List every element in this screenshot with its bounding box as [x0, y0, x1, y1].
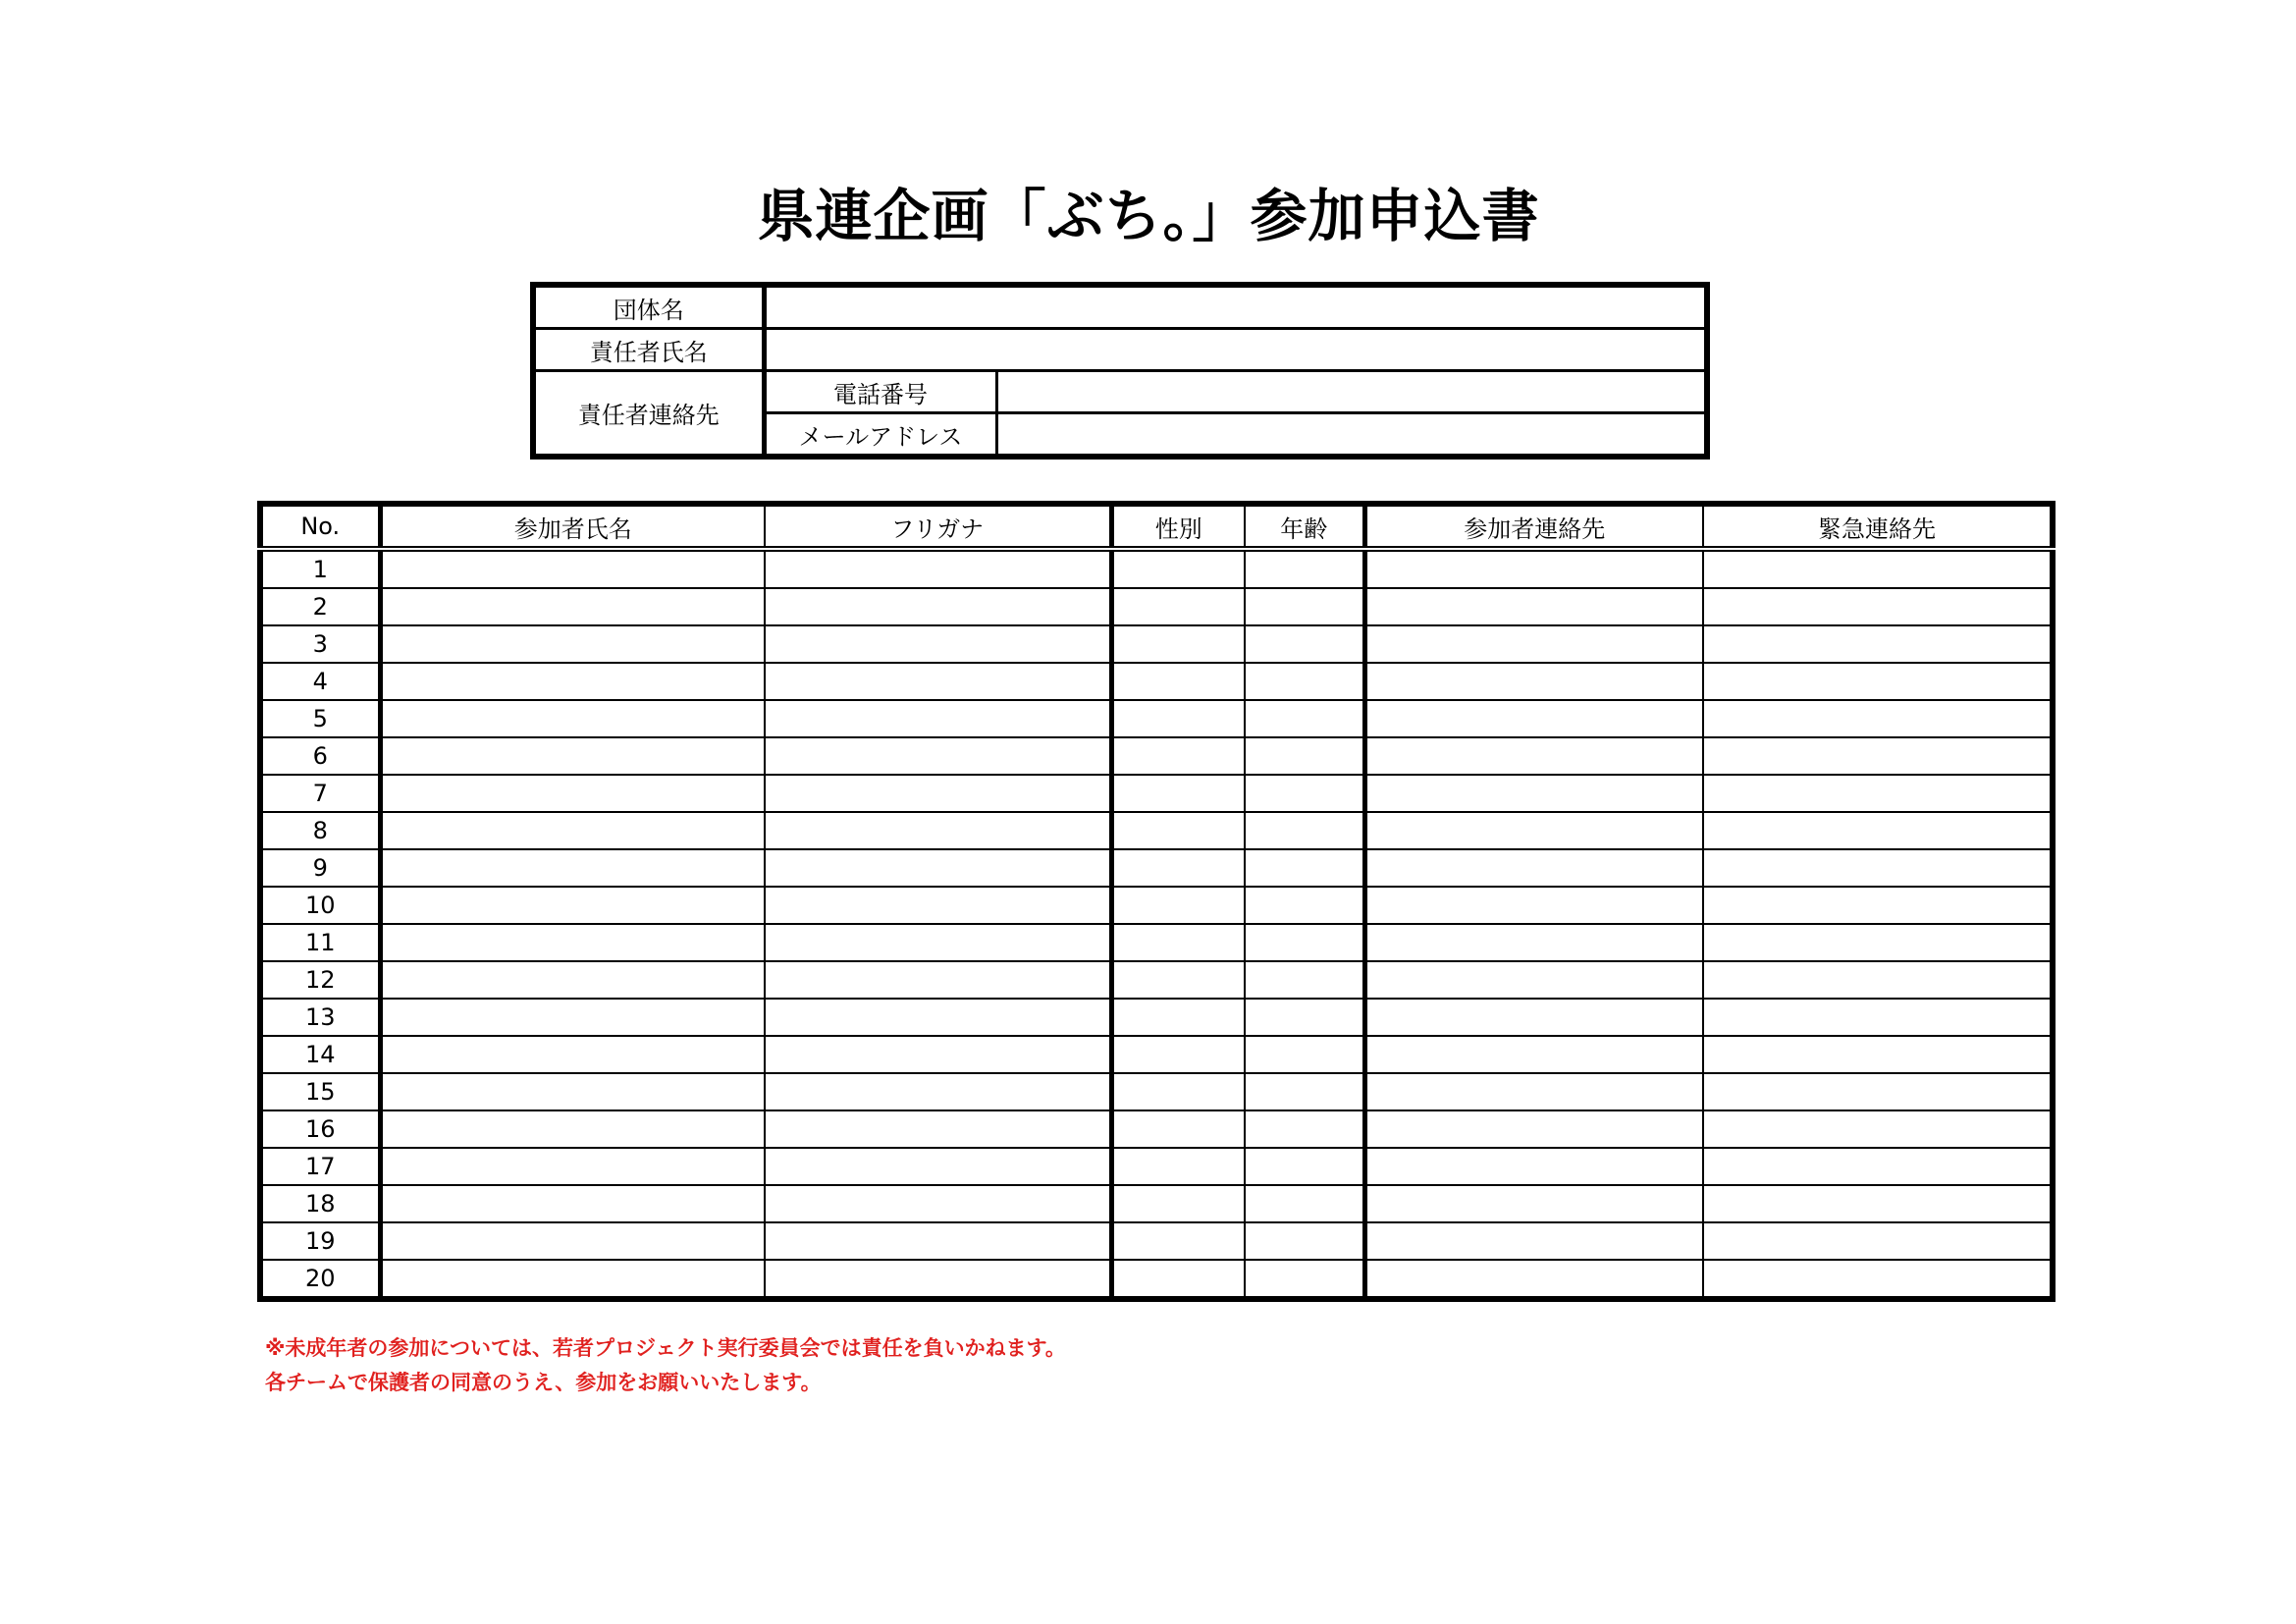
age-cell[interactable]	[1245, 849, 1364, 887]
emergency-contact-cell[interactable]	[1703, 924, 2053, 961]
leader-phone-row	[533, 371, 1707, 413]
participant-contact-cell[interactable]	[1364, 1222, 1703, 1260]
table-row	[260, 549, 2053, 588]
age-cell[interactable]	[1245, 1036, 1364, 1073]
leader-name-label: 責任者氏名	[533, 329, 764, 371]
participant-contact-cell[interactable]	[1364, 588, 1703, 625]
age-cell[interactable]	[1245, 663, 1364, 700]
table-row	[260, 1222, 2053, 1260]
participant-contact-cell[interactable]	[1364, 1185, 1703, 1222]
header-participant-name: 参加者氏名	[380, 504, 765, 549]
row-number: 8	[260, 812, 380, 849]
participant-contact-cell[interactable]	[1364, 663, 1703, 700]
participant-name-cell[interactable]	[380, 775, 765, 812]
participant-name-cell[interactable]	[380, 737, 765, 775]
table-row	[260, 775, 2053, 812]
row-number: 5	[260, 700, 380, 737]
form-title: 県連企画「ぶち。」参加申込書	[757, 183, 1540, 249]
group-name-field[interactable]	[764, 285, 1707, 329]
table-row	[260, 887, 2053, 924]
age-cell[interactable]	[1245, 700, 1364, 737]
gender-cell[interactable]	[1111, 849, 1245, 887]
age-cell[interactable]	[1245, 1148, 1364, 1185]
table-row	[260, 1110, 2053, 1148]
row-number: 1	[260, 549, 380, 588]
emergency-contact-cell[interactable]	[1703, 588, 2053, 625]
age-cell[interactable]	[1245, 1222, 1364, 1260]
leader-name-row	[533, 329, 1707, 371]
note-line-1: ※未成年者の参加については、若者プロジェクト実行委員会では責任を負いかねます。	[265, 1336, 1066, 1360]
gender-cell[interactable]	[1111, 1036, 1245, 1073]
emergency-contact-cell[interactable]	[1703, 1260, 2053, 1299]
participant-name-cell[interactable]	[380, 625, 765, 663]
table-row	[260, 1036, 2053, 1073]
gender-cell[interactable]	[1111, 1185, 1245, 1222]
row-number: 18	[260, 1185, 380, 1222]
email-field[interactable]	[996, 413, 1707, 458]
emergency-contact-cell[interactable]	[1703, 849, 2053, 887]
age-cell[interactable]	[1245, 1185, 1364, 1222]
participant-contact-cell[interactable]	[1364, 1073, 1703, 1110]
gender-cell[interactable]	[1111, 1148, 1245, 1185]
gender-cell[interactable]	[1111, 775, 1245, 812]
participant-name-cell[interactable]	[380, 588, 765, 625]
emergency-contact-cell[interactable]	[1703, 549, 2053, 588]
gender-cell[interactable]	[1111, 1260, 1245, 1299]
participant-name-cell[interactable]	[380, 1222, 765, 1260]
header-furigana: フリガナ	[765, 504, 1111, 549]
age-cell[interactable]	[1245, 961, 1364, 999]
furigana-cell[interactable]	[765, 663, 1111, 700]
emergency-contact-cell[interactable]	[1703, 1110, 2053, 1148]
participant-name-cell[interactable]	[380, 1185, 765, 1222]
row-number: 14	[260, 1036, 380, 1073]
age-cell[interactable]	[1245, 812, 1364, 849]
table-row	[260, 625, 2053, 663]
applicant-info-table	[530, 282, 1710, 460]
header-age: 年齢	[1245, 504, 1364, 549]
participant-name-cell[interactable]	[380, 812, 765, 849]
age-cell[interactable]	[1245, 1260, 1364, 1299]
emergency-contact-cell[interactable]	[1703, 1148, 2053, 1185]
furigana-cell[interactable]	[765, 700, 1111, 737]
row-number: 12	[260, 961, 380, 999]
gender-cell[interactable]	[1111, 700, 1245, 737]
furigana-cell[interactable]	[765, 588, 1111, 625]
participant-contact-cell[interactable]	[1364, 1110, 1703, 1148]
row-number: 13	[260, 999, 380, 1036]
emergency-contact-cell[interactable]	[1703, 812, 2053, 849]
participant-name-cell[interactable]	[380, 1110, 765, 1148]
participants-header-row	[260, 504, 2053, 549]
participant-contact-cell[interactable]	[1364, 999, 1703, 1036]
group-name-row	[533, 285, 1707, 329]
participant-name-cell[interactable]	[380, 887, 765, 924]
row-number: 11	[260, 924, 380, 961]
participant-contact-cell[interactable]	[1364, 737, 1703, 775]
gender-cell[interactable]	[1111, 1110, 1245, 1148]
table-row	[260, 588, 2053, 625]
emergency-contact-cell[interactable]	[1703, 887, 2053, 924]
participant-name-cell[interactable]	[380, 849, 765, 887]
row-number: 19	[260, 1222, 380, 1260]
row-number: 7	[260, 775, 380, 812]
emergency-contact-cell[interactable]	[1703, 961, 2053, 999]
table-row	[260, 999, 2053, 1036]
emergency-contact-cell[interactable]	[1703, 775, 2053, 812]
row-number: 15	[260, 1073, 380, 1110]
row-number: 9	[260, 849, 380, 887]
furigana-cell[interactable]	[765, 737, 1111, 775]
gender-cell[interactable]	[1111, 1073, 1245, 1110]
participant-name-cell[interactable]	[380, 1148, 765, 1185]
participants-table	[257, 501, 2056, 1302]
participant-name-cell[interactable]	[380, 1036, 765, 1073]
age-cell[interactable]	[1245, 887, 1364, 924]
participant-contact-cell[interactable]	[1364, 700, 1703, 737]
participant-contact-cell[interactable]	[1364, 924, 1703, 961]
age-cell[interactable]	[1245, 1110, 1364, 1148]
header-participant-contact: 参加者連絡先	[1364, 504, 1703, 549]
phone-label: 電話番号	[764, 371, 996, 413]
participant-name-cell[interactable]	[380, 1073, 765, 1110]
participant-contact-cell[interactable]	[1364, 961, 1703, 999]
gender-cell[interactable]	[1111, 663, 1245, 700]
table-row	[260, 737, 2053, 775]
furigana-cell[interactable]	[765, 1073, 1111, 1110]
furigana-cell[interactable]	[765, 625, 1111, 663]
age-cell[interactable]	[1245, 924, 1364, 961]
emergency-contact-cell[interactable]	[1703, 1036, 2053, 1073]
furigana-cell[interactable]	[765, 1148, 1111, 1185]
furigana-cell[interactable]	[765, 999, 1111, 1036]
row-number: 20	[260, 1260, 380, 1299]
participant-contact-cell[interactable]	[1364, 1260, 1703, 1299]
age-cell[interactable]	[1245, 1073, 1364, 1110]
emergency-contact-cell[interactable]	[1703, 700, 2053, 737]
participant-contact-cell[interactable]	[1364, 1036, 1703, 1073]
phone-field[interactable]	[996, 371, 1707, 413]
header-no: No.	[260, 504, 380, 549]
row-number: 16	[260, 1110, 380, 1148]
gender-cell[interactable]	[1111, 549, 1245, 588]
participant-contact-cell[interactable]	[1364, 887, 1703, 924]
table-row	[260, 1148, 2053, 1185]
note-line-2: 各チームで保護者の同意のうえ、参加をお願いいたします。	[265, 1371, 822, 1394]
table-row	[260, 663, 2053, 700]
furigana-cell[interactable]	[765, 812, 1111, 849]
age-cell[interactable]	[1245, 775, 1364, 812]
leader-name-field[interactable]	[764, 329, 1707, 371]
participant-contact-cell[interactable]	[1364, 812, 1703, 849]
table-row	[260, 924, 2053, 961]
participants-body	[260, 549, 2053, 1299]
table-row	[260, 700, 2053, 737]
participant-name-cell[interactable]	[380, 999, 765, 1036]
participant-name-cell[interactable]	[380, 549, 765, 588]
participant-name-cell[interactable]	[380, 700, 765, 737]
gender-cell[interactable]	[1111, 737, 1245, 775]
gender-cell[interactable]	[1111, 999, 1245, 1036]
age-cell[interactable]	[1245, 625, 1364, 663]
participant-contact-cell[interactable]	[1364, 625, 1703, 663]
furigana-cell[interactable]	[765, 549, 1111, 588]
participant-contact-cell[interactable]	[1364, 775, 1703, 812]
table-row	[260, 1185, 2053, 1222]
row-number: 17	[260, 1148, 380, 1185]
row-number: 10	[260, 887, 380, 924]
gender-cell[interactable]	[1111, 887, 1245, 924]
table-row	[260, 1260, 2053, 1299]
participant-contact-cell[interactable]	[1364, 849, 1703, 887]
furigana-cell[interactable]	[765, 887, 1111, 924]
furigana-cell[interactable]	[765, 924, 1111, 961]
emergency-contact-cell[interactable]	[1703, 625, 2053, 663]
participant-contact-cell[interactable]	[1364, 549, 1703, 588]
participant-name-cell[interactable]	[380, 924, 765, 961]
gender-cell[interactable]	[1111, 812, 1245, 849]
furigana-cell[interactable]	[765, 1110, 1111, 1148]
gender-cell[interactable]	[1111, 924, 1245, 961]
emergency-contact-cell[interactable]	[1703, 1073, 2053, 1110]
participant-contact-cell[interactable]	[1364, 1148, 1703, 1185]
header-emergency-contact: 緊急連絡先	[1703, 504, 2053, 549]
gender-cell[interactable]	[1111, 625, 1245, 663]
emergency-contact-cell[interactable]	[1703, 1185, 2053, 1222]
row-number: 4	[260, 663, 380, 700]
row-number: 6	[260, 737, 380, 775]
gender-cell[interactable]	[1111, 1222, 1245, 1260]
furigana-cell[interactable]	[765, 961, 1111, 999]
table-row	[260, 961, 2053, 999]
age-cell[interactable]	[1245, 588, 1364, 625]
emergency-contact-cell[interactable]	[1703, 999, 2053, 1036]
table-row	[260, 849, 2053, 887]
table-row	[260, 812, 2053, 849]
emergency-contact-cell[interactable]	[1703, 663, 2053, 700]
furigana-cell[interactable]	[765, 1036, 1111, 1073]
participant-name-cell[interactable]	[380, 663, 765, 700]
age-cell[interactable]	[1245, 549, 1364, 588]
participant-name-cell[interactable]	[380, 961, 765, 999]
age-cell[interactable]	[1245, 999, 1364, 1036]
age-cell[interactable]	[1245, 737, 1364, 775]
participant-name-cell[interactable]	[380, 1260, 765, 1299]
furigana-cell[interactable]	[765, 1185, 1111, 1222]
leader-contact-label: 責任者連絡先	[533, 371, 764, 458]
header-gender: 性別	[1111, 504, 1245, 549]
emergency-contact-cell[interactable]	[1703, 1222, 2053, 1260]
gender-cell[interactable]	[1111, 961, 1245, 999]
furigana-cell[interactable]	[765, 849, 1111, 887]
group-name-label: 団体名	[533, 285, 764, 329]
emergency-contact-cell[interactable]	[1703, 737, 2053, 775]
row-number: 3	[260, 625, 380, 663]
furigana-cell[interactable]	[765, 1260, 1111, 1299]
row-number: 2	[260, 588, 380, 625]
furigana-cell[interactable]	[765, 1222, 1111, 1260]
email-label: メールアドレス	[764, 413, 996, 458]
gender-cell[interactable]	[1111, 588, 1245, 625]
table-row	[260, 1073, 2053, 1110]
furigana-cell[interactable]	[765, 775, 1111, 812]
